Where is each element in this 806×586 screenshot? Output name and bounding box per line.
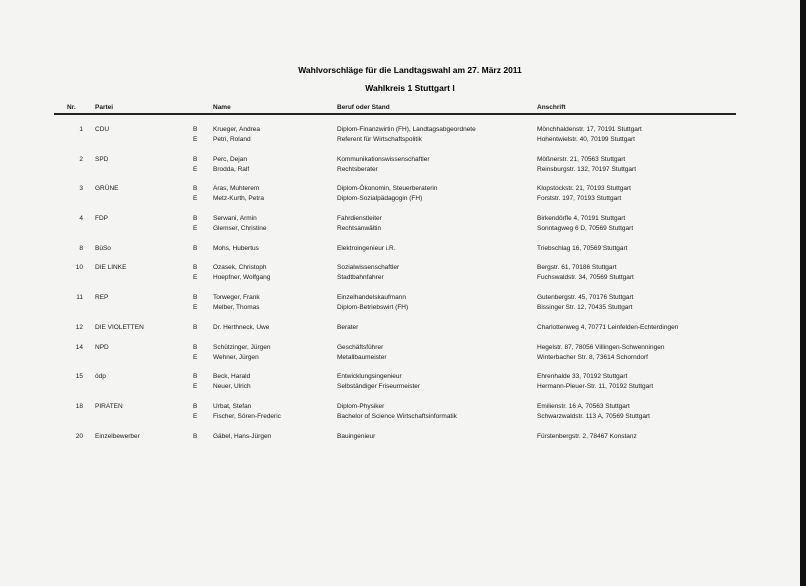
party-entry — [0, 263, 800, 283]
party-entry — [0, 323, 800, 333]
document-title: Wahlvorschläge für die Landtagswahl am 27. März 2011 — [298, 65, 522, 75]
candidate-row — [0, 432, 800, 442]
candidate-row — [0, 412, 800, 422]
party-name: BüSo — [95, 244, 111, 252]
candidate-occupation: Diplom-Sozialpädagogin (FH) — [337, 195, 423, 203]
candidate-row — [0, 303, 800, 313]
party-number: 8 — [79, 244, 83, 252]
candidate-name: Krueger, Andrea — [213, 126, 260, 133]
candidate-row — [0, 184, 800, 194]
candidate-role: B — [193, 155, 198, 163]
candidate-occupation: Rechtsberater — [337, 165, 378, 173]
candidate-address: Bissinger Str. 12, 70435 Stuttgart — [537, 304, 633, 312]
document-subtitle: Wahlkreis 1 Stuttgart I — [365, 83, 455, 93]
party-name: PIRATEN — [95, 402, 123, 410]
candidate-name: Beck, Harald — [213, 373, 251, 381]
candidate-name: Urbat, Stefan — [213, 402, 252, 410]
candidate-row — [0, 214, 800, 224]
candidate-row — [0, 372, 800, 382]
party-entry — [0, 244, 800, 254]
candidate-row — [0, 224, 800, 234]
candidate-occupation: Diplom-Betriebswirt (FH) — [337, 304, 409, 312]
candidate-address: Mößnerstr. 21, 70563 Stuttgart — [537, 155, 626, 163]
party-entry — [0, 402, 800, 422]
header-rule — [54, 113, 736, 115]
candidate-row — [0, 273, 800, 283]
header-nr: Nr. — [67, 104, 76, 111]
candidate-role: E — [193, 274, 198, 282]
candidate-occupation: Referent für Wirtschaftspolitik — [337, 136, 422, 143]
candidate-row — [0, 135, 800, 145]
candidate-name: Ozasek, Christoph — [213, 264, 267, 272]
candidate-address: Mönchhaldenstr. 17, 70191 Stuttgart — [537, 126, 642, 133]
candidate-role: B — [193, 264, 198, 272]
candidate-row — [0, 194, 800, 204]
candidate-address: Gutenbergstr. 45, 70176 Stuttgart — [537, 294, 634, 302]
candidate-role: B — [193, 432, 198, 440]
candidate-occupation: Berater — [337, 323, 359, 331]
candidate-row — [0, 125, 800, 135]
candidate-row — [0, 323, 800, 333]
candidate-occupation: Bachelor of Science Wirtschaftsinformatik — [337, 412, 457, 420]
candidate-address: Fuchswaldstr. 34, 70569 Stuttgart — [537, 274, 634, 282]
candidate-name: Torweger, Frank — [213, 294, 260, 302]
candidate-name: Gäbel, Hans-Jürgen — [213, 432, 272, 440]
candidate-role: E — [193, 383, 198, 391]
party-entry — [0, 293, 800, 313]
party-entry — [0, 372, 800, 392]
party-entry — [0, 214, 800, 234]
party-entry — [0, 125, 800, 145]
candidate-name: Hoepfner, Wolfgang — [213, 274, 271, 282]
header-partei: Partei — [95, 104, 114, 111]
party-number: 15 — [75, 373, 83, 381]
party-name: CDU — [95, 126, 110, 133]
candidate-address: Charlottenweg 4, 70771 Leinfelden-Echterdingen — [537, 323, 679, 331]
candidate-name: Petri, Roland — [213, 136, 251, 143]
candidate-occupation: Diplom-Ökonomin, Steuerberaterin — [337, 185, 438, 193]
party-number: 12 — [75, 323, 83, 331]
party-number: 3 — [79, 185, 83, 193]
party-entry — [0, 343, 800, 363]
party-number: 1 — [79, 126, 83, 133]
candidate-name: Melber, Thomas — [213, 304, 260, 312]
party-name: NPD — [95, 343, 109, 351]
candidate-row — [0, 353, 800, 363]
candidate-address: Fürstenbergstr. 2, 78467 Konstanz — [537, 432, 637, 440]
candidate-address: Triebschlag 16, 70569 Stuttgart — [537, 244, 628, 252]
party-number: 11 — [76, 294, 83, 302]
party-name: ödp — [95, 373, 106, 381]
candidate-address: Birkendörfle 4, 70191 Stuttgart — [537, 215, 626, 223]
party-number: 18 — [75, 402, 83, 410]
candidate-address: Winterbacher Str. 8, 73614 Schorndorf — [537, 353, 648, 361]
candidate-name: Brodda, Ralf — [213, 165, 250, 173]
candidate-address: Reinsburgstr. 132, 70197 Stuttgart — [537, 165, 637, 173]
party-name: DIE LINKE — [95, 264, 127, 272]
candidate-row — [0, 343, 800, 353]
candidate-name: Serwani, Armin — [213, 215, 257, 223]
party-entry — [0, 155, 800, 175]
party-number: 4 — [79, 215, 83, 223]
candidate-name: Dr. Herthneck, Uwe — [213, 323, 270, 331]
candidate-name: Perc, Dejan — [213, 155, 247, 163]
candidate-row — [0, 263, 800, 273]
candidate-role: B — [193, 402, 198, 410]
candidate-role: E — [193, 165, 198, 173]
party-name: DIE VIOLETTEN — [95, 323, 144, 331]
candidate-row — [0, 165, 800, 175]
candidate-name: Fischer, Sören-Frederic — [213, 412, 281, 420]
candidate-occupation: Einzelhandelskaufmann — [337, 294, 407, 302]
candidate-occupation: Diplom-Physiker — [337, 402, 385, 410]
candidate-address: Sonntagweg 6 D, 70569 Stuttgart — [537, 225, 634, 233]
party-entry — [0, 184, 800, 204]
party-number: 14 — [75, 343, 83, 351]
candidate-role: B — [193, 373, 198, 381]
candidate-occupation: Stadtbahnfahrer — [337, 274, 384, 282]
candidate-role: B — [193, 244, 198, 252]
candidate-role: B — [193, 126, 198, 133]
candidate-row — [0, 244, 800, 254]
candidate-row — [0, 155, 800, 165]
candidate-occupation: Metallbaumeister — [337, 353, 387, 361]
candidate-occupation: Geschäftsführer — [337, 343, 384, 351]
candidate-occupation: Kommunikationswissenschaftler — [337, 155, 430, 163]
candidate-address: Hegelstr. 87, 78056 Villingen-Schwenningen — [537, 343, 665, 351]
candidate-occupation: Diplom-Finanzwirtin (FH), Landtagsabgeordnete — [337, 126, 476, 133]
candidate-role: E — [193, 353, 198, 361]
candidate-occupation: Selbständiger Friseurmeister — [337, 383, 421, 391]
party-name: SPD — [95, 155, 109, 163]
candidate-row — [0, 382, 800, 392]
candidate-name: Wehner, Jürgen — [213, 353, 259, 361]
candidate-role: B — [193, 185, 198, 193]
party-name: FDP — [95, 215, 108, 223]
candidate-address: Forststr. 197, 70193 Stuttgart — [537, 195, 622, 203]
candidate-role: E — [193, 225, 198, 233]
header-beruf: Beruf oder Stand — [337, 104, 390, 111]
candidate-name: Metz-Kurth, Petra — [213, 195, 264, 203]
candidate-occupation: Bauingenieur — [337, 432, 376, 440]
candidate-occupation: Rechtsanwältin — [337, 225, 382, 233]
party-number: 2 — [79, 155, 83, 163]
candidate-address: Bergstr. 61, 70186 Stuttgart — [537, 264, 617, 272]
candidate-address: Schwarzwaldstr. 113 A, 70569 Stuttgart — [537, 412, 650, 420]
candidate-role: B — [193, 215, 198, 223]
party-entry — [0, 432, 800, 442]
candidate-row — [0, 402, 800, 412]
candidate-occupation: Sozialwissenschaftler — [337, 264, 400, 272]
candidate-role: B — [193, 294, 198, 302]
candidate-occupation: Fahrdienstleiter — [337, 215, 382, 223]
candidate-name: Glemser, Christine — [213, 225, 267, 233]
candidate-role: B — [193, 323, 198, 331]
candidate-address: Klopstockstr. 21, 70193 Stuttgart — [537, 185, 631, 193]
party-number: 10 — [75, 264, 83, 272]
candidate-name: Aras, Muhterem — [213, 185, 260, 193]
party-name: Einzelbewerber — [95, 432, 140, 440]
candidate-role: B — [193, 343, 198, 351]
party-name: REP — [95, 294, 109, 302]
candidate-address: Emilienstr. 16 A, 70563 Stuttgart — [537, 402, 630, 410]
candidate-role: E — [193, 412, 198, 420]
candidate-role: E — [193, 195, 198, 203]
candidate-address: Ehrenhalde 33, 70192 Stuttgart — [537, 373, 628, 381]
candidate-name: Mohs, Hubertus — [213, 244, 259, 252]
candidate-name: Neuer, Ulrich — [213, 383, 251, 391]
header-anschrift: Anschrift — [537, 104, 566, 111]
candidate-occupation: Entwicklungsingenieur — [337, 373, 402, 381]
header-name: Name — [213, 104, 231, 111]
party-name: GRÜNE — [95, 185, 119, 193]
party-number: 20 — [75, 432, 83, 440]
candidate-address: Hohentwielstr. 40, 70199 Stuttgart — [537, 136, 635, 143]
candidate-row — [0, 293, 800, 303]
candidate-name: Schützinger, Jürgen — [213, 343, 271, 351]
candidate-address: Hermann-Pleuer-Str. 11, 70192 Stuttgart — [537, 383, 654, 391]
candidate-role: E — [193, 136, 198, 143]
candidate-table — [0, 125, 800, 451]
candidate-occupation: Elektroingenieur i.R. — [337, 244, 396, 252]
candidate-role: E — [193, 304, 198, 312]
